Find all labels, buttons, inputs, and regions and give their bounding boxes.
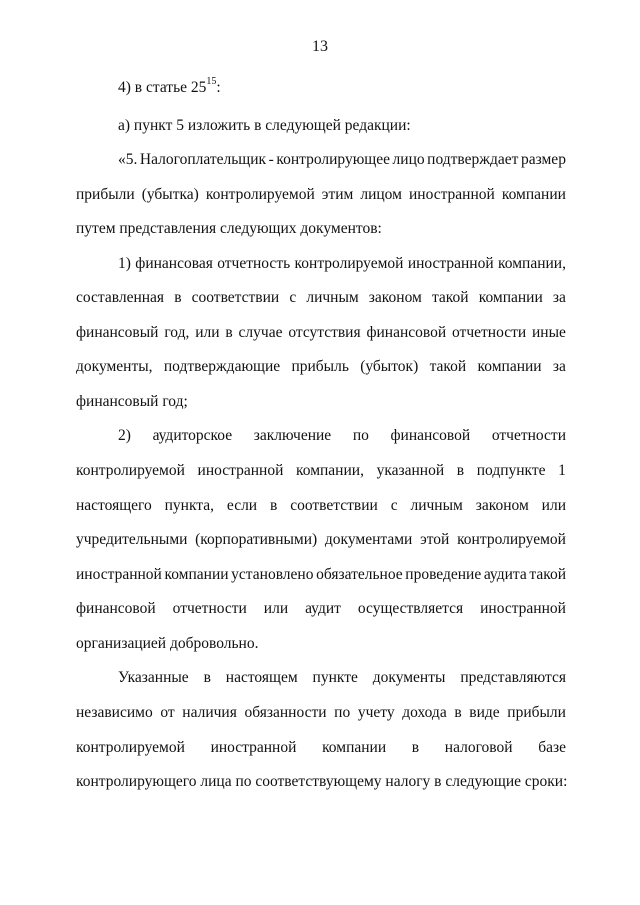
- word: аудит: [305, 600, 341, 617]
- word: (корпоративными): [195, 531, 318, 548]
- word: контролируемой: [294, 255, 404, 272]
- paragraph-line: [118, 426, 566, 446]
- word: отсутствия: [288, 324, 361, 341]
- word: документами: [324, 531, 413, 548]
- word: осуществляется: [357, 600, 464, 617]
- word: в: [174, 289, 182, 306]
- word: или: [195, 324, 220, 341]
- word: наличия: [182, 704, 237, 721]
- word: отчетности: [172, 600, 247, 617]
- word: контролируемой: [76, 739, 185, 756]
- word: проведение: [405, 566, 482, 583]
- word: подтверждающие: [163, 358, 281, 375]
- word: подтверждает: [427, 151, 519, 168]
- word: лицом: [360, 186, 402, 203]
- paragraph-line: [76, 530, 566, 550]
- word: компании: [322, 739, 387, 756]
- word: отчетность: [217, 255, 291, 272]
- paragraph-line: финансовый год;: [76, 393, 188, 410]
- item-prefix: 4) в статье 25: [118, 79, 207, 96]
- word: аудита: [483, 566, 527, 583]
- paragraph-line: [118, 254, 566, 274]
- word: 1: [558, 462, 566, 479]
- word: по: [352, 427, 369, 444]
- word: этой: [420, 531, 450, 548]
- word: аудиторское: [152, 427, 233, 444]
- word: соответствии: [290, 497, 378, 514]
- word: за: [552, 289, 566, 306]
- word: учету: [357, 704, 395, 721]
- word: или: [541, 497, 566, 514]
- word: с: [390, 497, 398, 514]
- word: (убыток): [360, 358, 419, 375]
- word: 1): [118, 255, 131, 272]
- word: базе: [538, 739, 566, 756]
- word: размер: [520, 151, 566, 168]
- word: такой: [529, 566, 566, 583]
- word: в: [270, 497, 278, 514]
- word: установлено: [231, 566, 314, 583]
- word: компании: [501, 186, 566, 203]
- word: контролируемой: [76, 462, 185, 479]
- word: в: [225, 324, 233, 341]
- word: этим: [321, 186, 354, 203]
- paragraph-line: [76, 738, 566, 758]
- word: Указанные: [118, 669, 189, 686]
- word: подпункте: [476, 462, 546, 479]
- word: учредительными: [76, 531, 188, 548]
- paragraph-line: [76, 323, 566, 343]
- word: личным: [410, 497, 463, 514]
- word: соответствии: [191, 289, 280, 306]
- paragraph-line: [76, 357, 566, 377]
- paragraph-line: [76, 703, 566, 723]
- word: финансовой: [366, 324, 447, 341]
- word: пункте: [312, 669, 358, 686]
- word: год,: [164, 324, 190, 341]
- word: законом: [368, 289, 422, 306]
- word: такой: [431, 289, 469, 306]
- word: настоящего: [76, 497, 152, 514]
- word: прибыли: [76, 186, 135, 203]
- word: в: [203, 669, 211, 686]
- paragraph-line: [76, 565, 566, 585]
- word: прибыли: [507, 704, 566, 721]
- word: финансовый: [76, 324, 159, 341]
- amendment-item-heading: [118, 75, 566, 98]
- word: компании: [164, 566, 229, 583]
- paragraph-line: [76, 461, 566, 481]
- word: компании: [478, 289, 543, 306]
- word: компании,: [296, 462, 364, 479]
- word: контролирующее: [276, 151, 390, 168]
- paragraph-line: путем представления следующих документов:: [76, 220, 382, 237]
- word: пункта,: [164, 497, 215, 514]
- paragraph-line: [76, 599, 566, 619]
- paragraph-line: контролирующего лица по соответствующему налогу в следующие сроки:: [76, 773, 568, 790]
- word: иные: [532, 324, 566, 341]
- word: если: [226, 497, 258, 514]
- word: с: [289, 289, 297, 306]
- word: 2): [118, 427, 131, 444]
- word: составленная: [76, 289, 165, 306]
- paragraph-line: [76, 496, 566, 516]
- word: иностранной: [408, 186, 495, 203]
- word: прибыль: [291, 358, 349, 375]
- word: по: [334, 704, 351, 721]
- word: иностранной: [407, 255, 494, 272]
- paragraph-line: [76, 185, 566, 205]
- word: иностранной: [197, 462, 284, 479]
- word: (убытка): [141, 186, 199, 203]
- word: Налогоплательщик: [139, 151, 267, 168]
- word: указанной: [376, 462, 445, 479]
- word: в: [411, 739, 420, 756]
- word: отчетности: [452, 324, 527, 341]
- word: лицо: [392, 151, 425, 168]
- word: настоящем: [225, 669, 298, 686]
- page-number: 13: [312, 38, 328, 55]
- word: законом: [475, 497, 529, 514]
- word: финансовой: [390, 427, 471, 444]
- word: обязанности: [244, 704, 327, 721]
- word: «5.: [118, 151, 138, 168]
- word: иностранной: [210, 739, 297, 756]
- word: такой: [429, 358, 467, 375]
- word: документы,: [76, 358, 153, 375]
- word: или: [263, 600, 289, 617]
- word: независимо: [76, 704, 153, 721]
- word: дохода: [402, 704, 447, 721]
- word: от: [160, 704, 175, 721]
- paragraph-line: [118, 150, 566, 170]
- word: случае: [238, 324, 283, 341]
- word: финансовая: [135, 255, 213, 272]
- word: финансовой: [76, 600, 156, 617]
- paragraph-line: [76, 288, 566, 308]
- paragraph-line: организацией добровольно.: [76, 635, 259, 652]
- word: в: [456, 462, 465, 479]
- word: иностранной: [76, 566, 162, 583]
- word: документы: [372, 669, 446, 686]
- word: обязательное: [316, 566, 403, 583]
- word: иностранной: [480, 600, 566, 617]
- word: за: [552, 358, 566, 375]
- word: в: [454, 704, 462, 721]
- word: представляются: [460, 669, 566, 686]
- word: отчетности: [491, 427, 566, 444]
- word: компании,: [498, 255, 566, 272]
- item-suffix: :: [216, 79, 221, 96]
- word: контролируемой: [205, 186, 315, 203]
- paragraph-line: [118, 668, 566, 688]
- subitem-a-line: а) пункт 5 изложить в следующей редакции:: [118, 117, 411, 134]
- word: компании: [477, 358, 542, 375]
- word: личным: [306, 289, 359, 306]
- word: -: [268, 151, 274, 168]
- word: виде: [469, 704, 500, 721]
- word: налоговой: [444, 739, 513, 756]
- article-superscript: 15: [206, 75, 217, 87]
- word: заключение: [253, 427, 332, 444]
- word: контролируемой: [457, 531, 566, 548]
